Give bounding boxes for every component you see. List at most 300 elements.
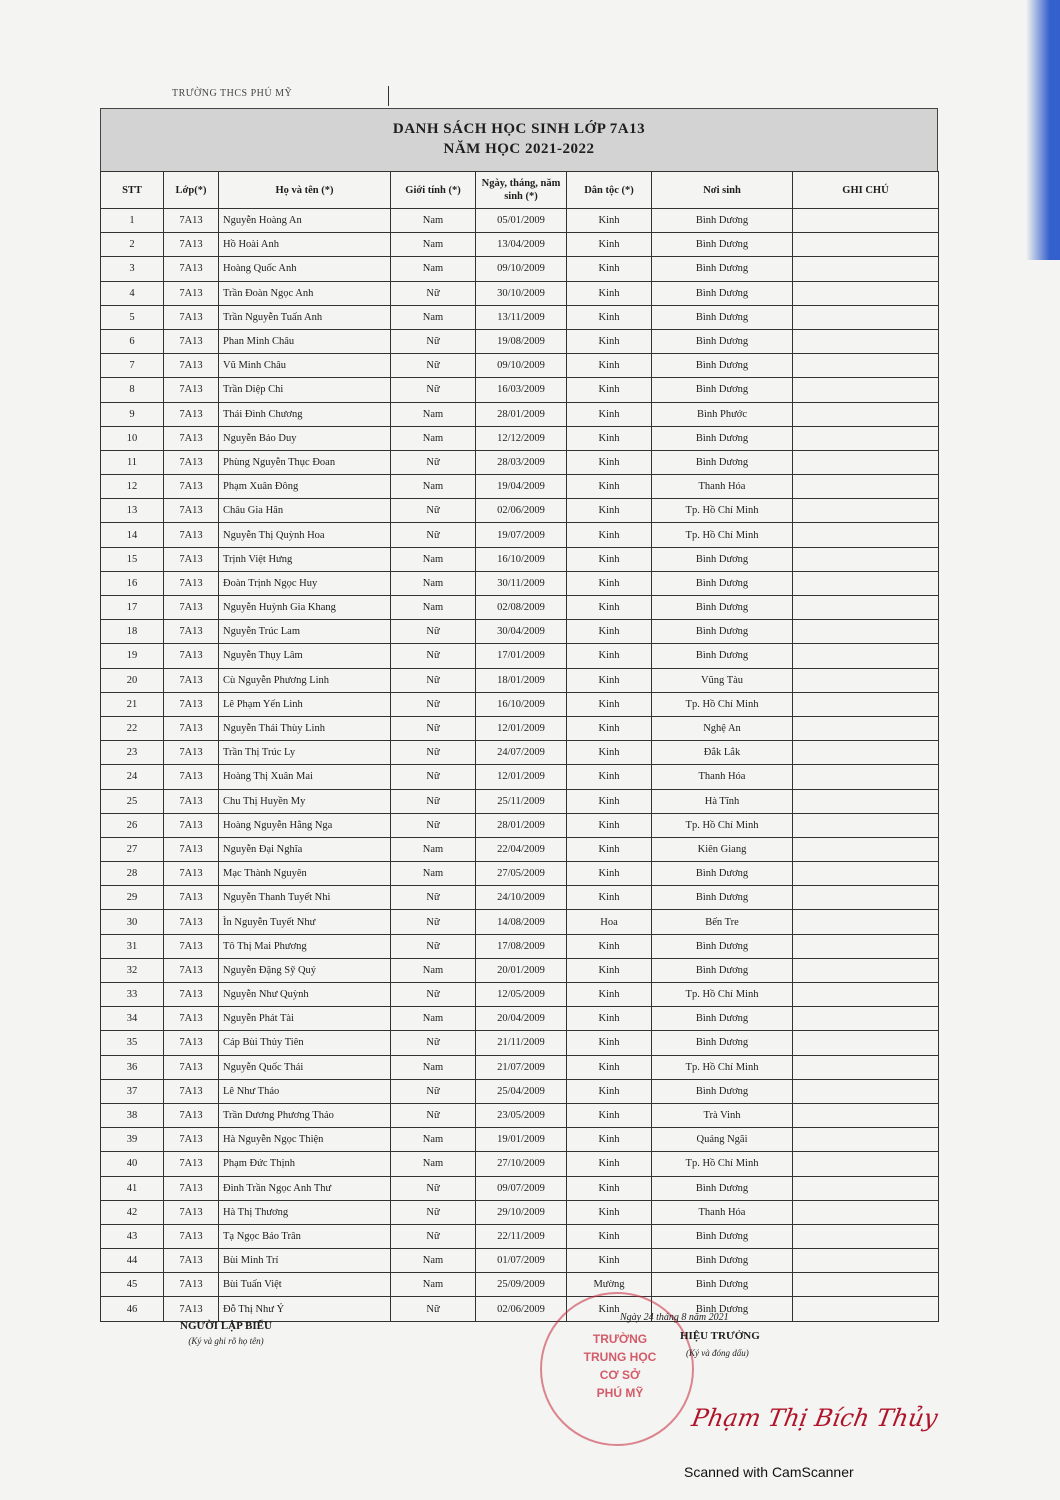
cell-stt: 46 (101, 1297, 164, 1321)
table-row (101, 354, 939, 378)
cell-notes (793, 1128, 939, 1152)
col-header-birthplace: Nơi sinh (652, 172, 793, 209)
cell-gender: Nữ (391, 450, 476, 474)
cell-stt: 33 (101, 983, 164, 1007)
cell-ethnicity: Kinh (567, 644, 652, 668)
cell-notes (793, 523, 939, 547)
cell-gender: Nam (391, 1273, 476, 1297)
cell-name: Nguyễn Thụy Lâm (219, 644, 391, 668)
cell-class: 7A13 (164, 1031, 219, 1055)
cell-ethnicity: Kinh (567, 668, 652, 692)
cell-gender: Nữ (391, 668, 476, 692)
cell-birthplace: Đắk Lắk (652, 741, 793, 765)
table-header-row (101, 172, 939, 209)
cell-notes (793, 1249, 939, 1273)
cell-ethnicity: Kinh (567, 789, 652, 813)
cell-birthplace: Hà Tĩnh (652, 789, 793, 813)
cell-dob: 20/01/2009 (476, 958, 567, 982)
cell-ethnicity: Kinh (567, 1297, 652, 1321)
cell-notes (793, 571, 939, 595)
cell-ethnicity: Kinh (567, 329, 652, 353)
table-row (101, 765, 939, 789)
cell-class: 7A13 (164, 281, 219, 305)
table-row (101, 1128, 939, 1152)
table-row (101, 547, 939, 571)
cell-notes (793, 741, 939, 765)
cell-class: 7A13 (164, 1200, 219, 1224)
cell-class: 7A13 (164, 402, 219, 426)
cell-dob: 29/10/2009 (476, 1200, 567, 1224)
cell-gender: Nữ (391, 281, 476, 305)
cell-ethnicity: Kinh (567, 1103, 652, 1127)
cell-class: 7A13 (164, 450, 219, 474)
table-row (101, 402, 939, 426)
cell-stt: 17 (101, 596, 164, 620)
cell-gender: Nữ (391, 354, 476, 378)
cell-birthplace: Bình Dương (652, 644, 793, 668)
cell-name: Trần Nguyễn Tuấn Anh (219, 305, 391, 329)
cell-notes (793, 1007, 939, 1031)
table-row (101, 837, 939, 861)
cell-ethnicity: Kinh (567, 716, 652, 740)
table-row (101, 596, 939, 620)
cell-notes (793, 862, 939, 886)
cell-gender: Nam (391, 1007, 476, 1031)
cell-class: 7A13 (164, 571, 219, 595)
table-row (101, 620, 939, 644)
cell-class: 7A13 (164, 765, 219, 789)
cell-name: Trần Dương Phương Thảo (219, 1103, 391, 1127)
cell-gender: Nữ (391, 499, 476, 523)
cell-dob: 12/12/2009 (476, 426, 567, 450)
cell-name: Hà Nguyễn Ngọc Thiện (219, 1128, 391, 1152)
cell-gender: Nam (391, 596, 476, 620)
cell-name: Cáp Bùi Thủy Tiên (219, 1031, 391, 1055)
cell-stt: 40 (101, 1152, 164, 1176)
cell-notes (793, 305, 939, 329)
table-row (101, 305, 939, 329)
cell-gender: Nam (391, 426, 476, 450)
cell-ethnicity: Kinh (567, 209, 652, 233)
cell-class: 7A13 (164, 305, 219, 329)
cell-stt: 26 (101, 813, 164, 837)
cell-ethnicity: Kinh (567, 426, 652, 450)
cell-gender: Nam (391, 958, 476, 982)
cell-name: Hoàng Thị Xuân Mai (219, 765, 391, 789)
cell-class: 7A13 (164, 958, 219, 982)
cell-birthplace: Bình Dương (652, 1031, 793, 1055)
cell-class: 7A13 (164, 1297, 219, 1321)
cell-class: 7A13 (164, 1055, 219, 1079)
col-header-notes: GHI CHÚ (793, 172, 939, 209)
cell-ethnicity: Kinh (567, 692, 652, 716)
cell-class: 7A13 (164, 910, 219, 934)
stamp-text (560, 1330, 680, 1402)
cell-birthplace: Bình Dương (652, 329, 793, 353)
cell-class: 7A13 (164, 1152, 219, 1176)
cell-gender: Nam (391, 475, 476, 499)
camscanner-watermark: Scanned with CamScanner (684, 1464, 854, 1480)
cell-notes (793, 499, 939, 523)
cell-ethnicity: Kinh (567, 1055, 652, 1079)
table-row (101, 644, 939, 668)
cell-name: Nguyễn Quốc Thái (219, 1055, 391, 1079)
cell-dob: 25/09/2009 (476, 1273, 567, 1297)
cell-gender: Nam (391, 1128, 476, 1152)
cell-notes (793, 233, 939, 257)
cell-stt: 9 (101, 402, 164, 426)
cell-class: 7A13 (164, 1273, 219, 1297)
table-row (101, 257, 939, 281)
cell-gender: Nữ (391, 1176, 476, 1200)
cell-gender: Nữ (391, 1103, 476, 1127)
cell-notes (793, 596, 939, 620)
cell-stt: 11 (101, 450, 164, 474)
cell-birthplace: Bình Dương (652, 281, 793, 305)
cell-ethnicity: Hoa (567, 910, 652, 934)
cell-birthplace: Quảng Ngãi (652, 1128, 793, 1152)
cell-gender: Nữ (391, 741, 476, 765)
cell-gender: Nam (391, 837, 476, 861)
cell-stt: 35 (101, 1031, 164, 1055)
cell-birthplace: Thanh Hóa (652, 475, 793, 499)
cell-gender: Nữ (391, 620, 476, 644)
cell-dob: 12/01/2009 (476, 716, 567, 740)
cell-stt: 21 (101, 692, 164, 716)
cell-class: 7A13 (164, 523, 219, 547)
cell-stt: 18 (101, 620, 164, 644)
cell-birthplace: Tp. Hồ Chí Minh (652, 499, 793, 523)
table-row (101, 1103, 939, 1127)
cell-notes (793, 668, 939, 692)
school-name: TRƯỜNG THCS PHÚ MỸ (172, 88, 293, 99)
student-list-sheet (100, 108, 938, 1322)
cell-stt: 3 (101, 257, 164, 281)
cell-name: Mạc Thành Nguyên (219, 862, 391, 886)
cell-stt: 7 (101, 354, 164, 378)
cell-gender: Nam (391, 571, 476, 595)
cell-name: Châu Gia Hân (219, 499, 391, 523)
cell-stt: 19 (101, 644, 164, 668)
table-row (101, 523, 939, 547)
table-row (101, 209, 939, 233)
cell-dob: 24/10/2009 (476, 886, 567, 910)
cell-class: 7A13 (164, 426, 219, 450)
cell-class: 7A13 (164, 837, 219, 861)
cell-class: 7A13 (164, 499, 219, 523)
principal-note: (Ký và đóng dấu) (686, 1348, 749, 1358)
cell-class: 7A13 (164, 620, 219, 644)
cell-class: 7A13 (164, 692, 219, 716)
cell-class: 7A13 (164, 1103, 219, 1127)
cell-name: Thái Đình Chương (219, 402, 391, 426)
cell-ethnicity: Kinh (567, 378, 652, 402)
cell-birthplace: Tp. Hồ Chí Minh (652, 692, 793, 716)
cell-gender: Nữ (391, 692, 476, 716)
cell-ethnicity: Kinh (567, 475, 652, 499)
cell-birthplace: Bình Dương (652, 547, 793, 571)
cell-dob: 09/10/2009 (476, 354, 567, 378)
cell-name: Bùi Minh Trí (219, 1249, 391, 1273)
cell-gender: Nam (391, 209, 476, 233)
cell-stt: 13 (101, 499, 164, 523)
cell-name: Nguyễn Như Quỳnh (219, 983, 391, 1007)
preparer-block (180, 1320, 272, 1346)
cell-stt: 10 (101, 426, 164, 450)
cell-stt: 43 (101, 1224, 164, 1248)
cell-class: 7A13 (164, 233, 219, 257)
cell-name: Tô Thị Mai Phương (219, 934, 391, 958)
cell-notes (793, 450, 939, 474)
cell-notes (793, 765, 939, 789)
cell-stt: 1 (101, 209, 164, 233)
cell-birthplace: Thanh Hóa (652, 1200, 793, 1224)
cell-dob: 02/06/2009 (476, 1297, 567, 1321)
cell-notes (793, 475, 939, 499)
cell-class: 7A13 (164, 1128, 219, 1152)
cell-dob: 30/04/2009 (476, 620, 567, 644)
cell-dob: 14/08/2009 (476, 910, 567, 934)
cell-gender: Nữ (391, 934, 476, 958)
table-row (101, 716, 939, 740)
table-row (101, 910, 939, 934)
cell-notes (793, 1224, 939, 1248)
cell-class: 7A13 (164, 1079, 219, 1103)
cell-notes (793, 813, 939, 837)
table-row (101, 571, 939, 595)
cell-class: 7A13 (164, 789, 219, 813)
cell-notes (793, 886, 939, 910)
cell-notes (793, 547, 939, 571)
cell-birthplace: Bình Dương (652, 1176, 793, 1200)
cell-stt: 37 (101, 1079, 164, 1103)
cell-birthplace: Bình Dương (652, 886, 793, 910)
cell-gender: Nữ (391, 886, 476, 910)
table-row (101, 813, 939, 837)
cell-notes (793, 958, 939, 982)
cell-ethnicity: Kinh (567, 1200, 652, 1224)
cell-ethnicity: Kinh (567, 741, 652, 765)
cell-stt: 45 (101, 1273, 164, 1297)
preparer-note: (Ký và ghi rõ họ tên) (188, 1336, 264, 1346)
cell-class: 7A13 (164, 668, 219, 692)
cell-class: 7A13 (164, 329, 219, 353)
cell-class: 7A13 (164, 378, 219, 402)
cell-stt: 30 (101, 910, 164, 934)
student-table (100, 171, 939, 1322)
cell-stt: 29 (101, 886, 164, 910)
cell-birthplace: Bình Dương (652, 1079, 793, 1103)
table-row (101, 1152, 939, 1176)
cell-dob: 16/10/2009 (476, 547, 567, 571)
cell-dob: 21/11/2009 (476, 1031, 567, 1055)
table-row (101, 1224, 939, 1248)
cell-notes (793, 1152, 939, 1176)
cell-class: 7A13 (164, 257, 219, 281)
cell-birthplace: Kiên Giang (652, 837, 793, 861)
cell-ethnicity: Kinh (567, 1249, 652, 1273)
table-row (101, 329, 939, 353)
cell-dob: 22/11/2009 (476, 1224, 567, 1248)
cell-name: Vũ Minh Châu (219, 354, 391, 378)
cell-birthplace: Tp. Hồ Chí Minh (652, 523, 793, 547)
cell-gender: Nữ (391, 1297, 476, 1321)
cell-notes (793, 354, 939, 378)
cell-dob: 09/07/2009 (476, 1176, 567, 1200)
cell-gender: Nữ (391, 1031, 476, 1055)
cell-notes (793, 716, 939, 740)
cell-dob: 19/07/2009 (476, 523, 567, 547)
table-row (101, 668, 939, 692)
cell-birthplace: Bình Dương (652, 378, 793, 402)
cell-dob: 27/05/2009 (476, 862, 567, 886)
cell-ethnicity: Kinh (567, 450, 652, 474)
cell-dob: 19/04/2009 (476, 475, 567, 499)
cell-name: Phạm Xuân Đông (219, 475, 391, 499)
cell-gender: Nam (391, 1055, 476, 1079)
cell-stt: 24 (101, 765, 164, 789)
cell-gender: Nam (391, 547, 476, 571)
cell-name: Bùi Tuấn Việt (219, 1273, 391, 1297)
cell-dob: 21/07/2009 (476, 1055, 567, 1079)
cell-birthplace: Bình Dương (652, 620, 793, 644)
cell-birthplace: Bình Dương (652, 257, 793, 281)
cell-notes (793, 1176, 939, 1200)
scan-edge-artifact (1026, 0, 1060, 260)
cell-class: 7A13 (164, 475, 219, 499)
cell-birthplace: Bình Dương (652, 571, 793, 595)
cell-ethnicity: Mường (567, 1273, 652, 1297)
cell-stt: 41 (101, 1176, 164, 1200)
cell-ethnicity: Kinh (567, 523, 652, 547)
cell-name: Nguyễn Trúc Lam (219, 620, 391, 644)
cell-gender: Nam (391, 402, 476, 426)
cell-gender: Nam (391, 862, 476, 886)
cell-name: Hà Thị Thương (219, 1200, 391, 1224)
cell-dob: 24/07/2009 (476, 741, 567, 765)
cell-gender: Nam (391, 1249, 476, 1273)
cell-dob: 01/07/2009 (476, 1249, 567, 1273)
cell-notes (793, 1297, 939, 1321)
cell-stt: 2 (101, 233, 164, 257)
cell-gender: Nam (391, 305, 476, 329)
cell-birthplace: Bình Dương (652, 354, 793, 378)
cell-name: Nguyễn Bảo Duy (219, 426, 391, 450)
cell-name: Tạ Ngọc Bảo Trân (219, 1224, 391, 1248)
cell-stt: 5 (101, 305, 164, 329)
cell-dob: 23/05/2009 (476, 1103, 567, 1127)
cell-notes (793, 1055, 939, 1079)
cell-dob: 17/01/2009 (476, 644, 567, 668)
table-row (101, 378, 939, 402)
cell-ethnicity: Kinh (567, 1152, 652, 1176)
cell-notes (793, 329, 939, 353)
cell-dob: 30/11/2009 (476, 571, 567, 595)
cell-name: Chu Thị Huyền My (219, 789, 391, 813)
cell-ethnicity: Kinh (567, 499, 652, 523)
page-title: DANH SÁCH HỌC SINH LỚP 7A13 (392, 121, 646, 137)
cell-ethnicity: Kinh (567, 596, 652, 620)
cell-notes (793, 1200, 939, 1224)
cell-class: 7A13 (164, 1249, 219, 1273)
cell-class: 7A13 (164, 1176, 219, 1200)
cell-birthplace: Bến Tre (652, 910, 793, 934)
title-box (100, 108, 938, 171)
date-line: Ngày 24 tháng 8 năm 2021 (620, 1312, 729, 1323)
cell-birthplace: Trà Vinh (652, 1103, 793, 1127)
cell-birthplace: Vũng Tàu (652, 668, 793, 692)
col-header-ethnicity: Dân tộc (*) (567, 172, 652, 209)
cell-dob: 19/01/2009 (476, 1128, 567, 1152)
col-header-dob: Ngày, tháng, năm sinh (*) (476, 172, 567, 209)
cell-class: 7A13 (164, 1007, 219, 1031)
cell-name: Trịnh Việt Hưng (219, 547, 391, 571)
cell-gender: Nữ (391, 1079, 476, 1103)
cell-birthplace: Bình Dương (652, 450, 793, 474)
cell-birthplace: Bình Dương (652, 426, 793, 450)
cell-stt: 15 (101, 547, 164, 571)
cell-notes (793, 692, 939, 716)
table-row (101, 281, 939, 305)
cell-stt: 6 (101, 329, 164, 353)
cell-notes (793, 257, 939, 281)
cell-gender: Nữ (391, 716, 476, 740)
cell-birthplace: Bình Dương (652, 1273, 793, 1297)
cell-gender: Nam (391, 257, 476, 281)
cell-name: Hoàng Quốc Anh (219, 257, 391, 281)
cell-name: Ìn Nguyễn Tuyết Như (219, 910, 391, 934)
cell-dob: 12/05/2009 (476, 983, 567, 1007)
cell-notes (793, 281, 939, 305)
cell-ethnicity: Kinh (567, 934, 652, 958)
cell-ethnicity: Kinh (567, 958, 652, 982)
cell-notes (793, 378, 939, 402)
cell-dob: 09/10/2009 (476, 257, 567, 281)
cell-ethnicity: Kinh (567, 1176, 652, 1200)
cell-birthplace: Bình Phước (652, 402, 793, 426)
table-row (101, 499, 939, 523)
cell-class: 7A13 (164, 934, 219, 958)
cell-birthplace: Bình Dương (652, 1297, 793, 1321)
cell-name: Nguyễn Thanh Tuyết Nhi (219, 886, 391, 910)
cell-stt: 31 (101, 934, 164, 958)
cell-ethnicity: Kinh (567, 305, 652, 329)
cell-birthplace: Bình Dương (652, 596, 793, 620)
col-header-gender: Giới tính (*) (391, 172, 476, 209)
cell-name: Nguyễn Đại Nghĩa (219, 837, 391, 861)
cell-birthplace: Tp. Hồ Chí Minh (652, 983, 793, 1007)
cell-dob: 19/08/2009 (476, 329, 567, 353)
table-row (101, 789, 939, 813)
cell-ethnicity: Kinh (567, 571, 652, 595)
cell-stt: 16 (101, 571, 164, 595)
cell-notes (793, 934, 939, 958)
table-row (101, 741, 939, 765)
cell-ethnicity: Kinh (567, 354, 652, 378)
table-row (101, 1297, 939, 1321)
stamp-line: TRUNG HỌC (583, 1350, 657, 1364)
cell-dob: 16/03/2009 (476, 378, 567, 402)
cell-birthplace: Bình Dương (652, 934, 793, 958)
table-row (101, 958, 939, 982)
cell-ethnicity: Kinh (567, 1031, 652, 1055)
cell-dob: 28/03/2009 (476, 450, 567, 474)
table-row (101, 1200, 939, 1224)
cell-stt: 38 (101, 1103, 164, 1127)
cell-notes (793, 1273, 939, 1297)
cell-name: Cù Nguyễn Phương Linh (219, 668, 391, 692)
cell-name: Hồ Hoài Anh (219, 233, 391, 257)
